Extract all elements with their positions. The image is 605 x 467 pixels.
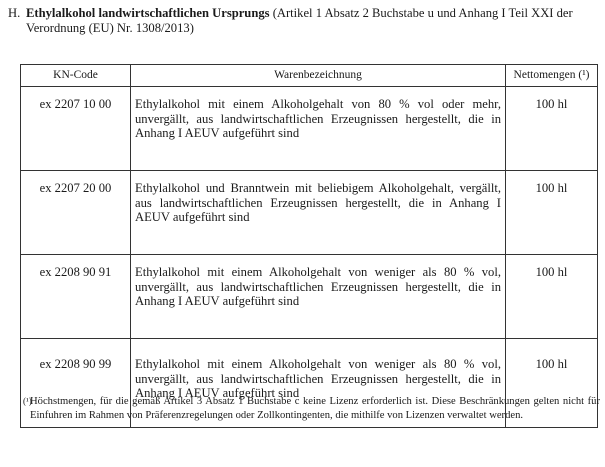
section-marker: H.: [8, 6, 21, 20]
section-reference: (Artikel 1 Absatz 2 Buchstabe u und Anhang I Teil XXI der Verordnung (EU) Nr. 1308/2013): [26, 6, 573, 35]
quantity-cell: 100 hl: [506, 171, 598, 255]
quantity-cell: 100 hl: [506, 339, 598, 428]
footnote: [23, 395, 600, 422]
header-description: Warenbezeichnung: [131, 65, 506, 87]
table-row: [21, 87, 598, 171]
description-cell: Ethylalkohol und Branntwein mit beliebigem Alkoholgehalt, vergällt, aus landwirtschaftlichen Erzeugnissen hergestellt, die in Anhang I AEUV aufgeführt sind: [131, 171, 506, 255]
kn-code-cell: ex 2207 10 00: [21, 87, 131, 171]
quantity-cell: 100 hl: [506, 87, 598, 171]
quantity-cell: 100 hl: [506, 255, 598, 339]
description-cell: Ethylalkohol mit einem Alkoholgehalt von weniger als 80 % vol, unvergällt, aus landwirtschaftlichen Erzeugnissen hergestellt, die in Anhang I AEUV aufgeführt sind: [131, 255, 506, 339]
description-cell: Ethylalkohol mit einem Alkoholgehalt von 80 % vol oder mehr, unvergällt, aus landwirtschaftlichen Erzeugnissen hergestellt, die in Anhang I AEUV aufgeführt sind: [131, 87, 506, 171]
section-title: Ethylalkohol landwirtschaftlichen Ursprungs: [26, 6, 270, 20]
footnote-marker: (¹): [23, 396, 32, 406]
header-kn-code: KN-Code: [21, 65, 131, 87]
footnote-text: Höchstmengen, für die gemäß Artikel 3 Absatz 1 Buchstabe c keine Lizenz erforderlich ist. Diese Beschränkungen gelten nicht für Einfuhren im Rahmen von Präferenzregelungen oder Zollkontingenten, die mithilfe von Lizenzen verwaltet werden.: [30, 396, 600, 421]
table-row: [21, 171, 598, 255]
goods-table: [20, 64, 598, 428]
table-row: [21, 255, 598, 339]
header-net-quantity: Nettomengen (¹): [506, 65, 598, 87]
kn-code-cell: ex 2208 90 91: [21, 255, 131, 339]
description-cell: Ethylalkohol mit einem Alkoholgehalt von weniger als 80 % vol, unvergällt, aus landwirtschaftlichen Erzeugnissen hergestellt, die in Anhang I AEUV aufgeführt sind: [131, 339, 506, 428]
kn-code-cell: ex 2207 20 00: [21, 171, 131, 255]
table-header-row: [21, 65, 598, 87]
section-heading: [8, 6, 598, 35]
kn-code-cell: ex 2208 90 99: [21, 339, 131, 428]
